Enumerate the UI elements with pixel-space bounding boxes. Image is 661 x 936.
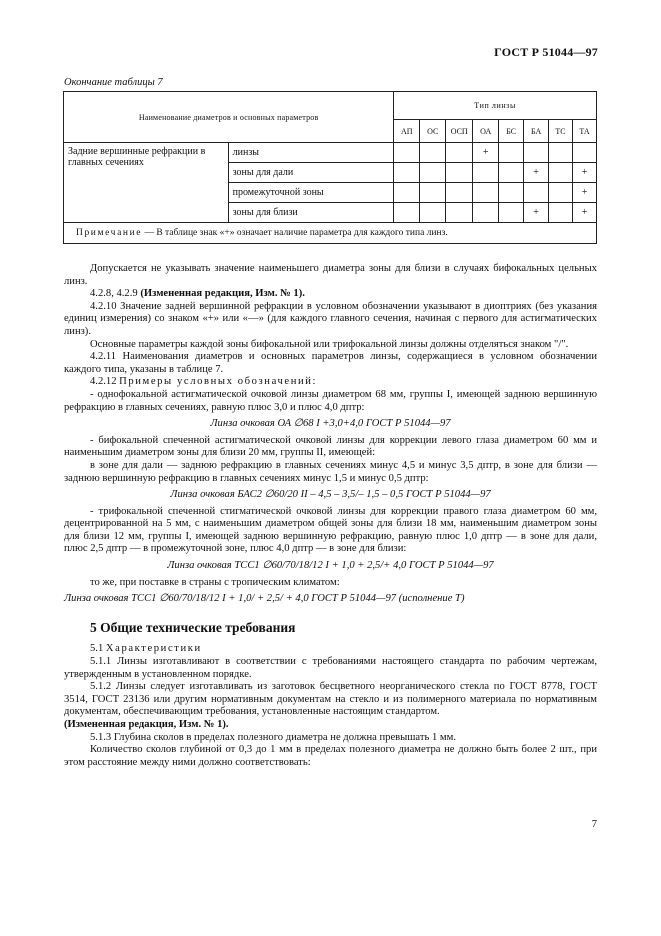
- table-cell: [573, 143, 597, 163]
- note-text: — В таблице знак «+» означает наличие параметра для каждого типа линз.: [142, 227, 448, 238]
- table-7: [63, 91, 597, 244]
- document-number: ГОСТ Р 51044—97: [494, 45, 598, 59]
- paragraph: - однофокальной астигматической очковой линзы диаметром 68 мм, группы I, имеющей заднюю вершинную рефракцию в главных сечениях, равную плюс 3,0 и плюс 4,0 дптр:: [64, 388, 597, 413]
- paragraph: то же, при поставке в страны с тропическим климатом:: [90, 576, 340, 588]
- clause-number: 5.1: [90, 643, 106, 655]
- column-header: ОА: [473, 120, 499, 143]
- table-cell: [473, 163, 499, 183]
- paragraph: - трифокальной спеченной стигматической очковой линзы для коррекции правого глаза диаметром 60 мм, децентрированной на 5 мм, с наименьшим диаметром общей зоны для близи 18 мм, наименьшим диаметром зоны для близи 12 мм, группы I, имеющей заднюю вершинную рефракцию, равную плюс 1,0 дптр — в зоне для дали, плюс 2,5 дптр — в промежуточной зоне, плюс 4,0 дптр — в зоне для близи:: [64, 505, 597, 555]
- amendment-note: (Измененная редакция, Изм. № 1).: [64, 719, 229, 730]
- table-cell: [394, 203, 420, 223]
- table-cell: [549, 203, 573, 223]
- paragraph: 5.1.2 Линзы следует изготавливать из заготовок бесцветного неорганического стекла по ГОСТ 8778, ГОСТ 3514, ГОСТ 23136 или другим нормативным документам на стекло и из полимерного материала по нормативным документам, обеспечивающим требования, установленные настоящим стандартом.: [64, 681, 597, 718]
- table-cell: [394, 163, 420, 183]
- table-cell: +: [573, 183, 597, 203]
- designation-example: Линза очковая БАС2 ∅60/20 II – 4,5 – 3,5/– 1,5 – 0,5 ГОСТ Р 51044—97: [170, 489, 491, 501]
- column-header: ОС: [420, 120, 446, 143]
- table-cell: [499, 203, 524, 223]
- table-cell: [446, 163, 473, 183]
- clause-number: 4.2.12: [90, 376, 120, 388]
- table-cell: [446, 183, 473, 203]
- paragraph: 4.2.11 Наименования диаметров и основных параметров линзы, содержащиеся в условном обозначении каждого типа, указаны в таблице 7.: [64, 351, 597, 375]
- paragraph: Количество сколов глубиной от 0,3 до 1 мм в пределах полезного диаметра не должно быть более 2 шт., при этом расстояние между ними должно соответствовать:: [64, 744, 597, 768]
- row-label: промежуточной зоны: [228, 183, 394, 203]
- paragraph: 5.1.3 Глубина сколов в пределах полезного диаметра не должна превышать 1 мм.: [90, 731, 456, 743]
- paragraph: [64, 643, 597, 656]
- table-cell: [524, 183, 549, 203]
- column-header: ОСП: [446, 120, 473, 143]
- row-label: зоны для дали: [228, 163, 394, 183]
- note-label: Примечание: [76, 227, 143, 238]
- table-row: [64, 143, 597, 163]
- paragraph: 5.1.1 Линзы изготавливают в соответствии с требованиями настоящего стандарта по рабочим чертежам, утвержденным в установленном порядке.: [64, 656, 597, 680]
- spaced-heading: Характеристики: [105, 643, 202, 655]
- row-label: линзы: [228, 143, 394, 163]
- table-cell: +: [573, 163, 597, 183]
- table-cell: [446, 143, 473, 163]
- table-caption: Окончание таблицы 7: [64, 77, 163, 88]
- table-cell: [549, 183, 573, 203]
- designation-example: Линза очковая ТСС1 ∅60/70/18/12 I + 1,0/ + 2,5/ + 4,0 ГОСТ Р 51044—97 (исполнение Т): [64, 593, 465, 605]
- table-cell: [446, 203, 473, 223]
- table-cell: [473, 183, 499, 203]
- table-cell: +: [573, 203, 597, 223]
- group-label: Задние вершинные рефракции в главных сечениях: [64, 143, 229, 223]
- table-cell: +: [524, 203, 549, 223]
- table-note: [64, 223, 597, 244]
- table-cell: [394, 143, 420, 163]
- paragraph: 4.2.10 Значение задней вершинной рефракции в условном обозначении указывают в диоптриях (без указания единиц измерения) со знаком «+» или «—» (для каждого главного сечения, начиная с первого для астигматических линз).: [64, 300, 597, 337]
- paragraph: в зоне для дали — заднюю рефракцию в главных сечениях минус 4,5 и минус 3,5 дптр, в зоне для близи — заднюю вершинную рефракцию в главных сечениях минус 1,5 и минус 0,5 дптр:: [64, 459, 597, 484]
- designation-example: Линза очковая ТСС1 ∅60/70/18/12 I + 1,0 + 2,5/+ 4,0 ГОСТ Р 51044—97: [167, 560, 494, 572]
- table-cell: [420, 163, 446, 183]
- table-cell: [549, 143, 573, 163]
- document-body: [64, 263, 597, 769]
- table-cell: +: [524, 163, 549, 183]
- table-cell: +: [473, 143, 499, 163]
- table-cell: [394, 183, 420, 203]
- section-heading: 5 Общие технические требования: [90, 619, 296, 635]
- paragraph: Основные параметры каждой зоны бифокальной или трифокальной линзы должны отделяться знаком "/".: [90, 338, 569, 350]
- designation-example: Линза очковая ОА ∅68 I +3,0+4,0 ГОСТ Р 51044—97: [210, 418, 451, 430]
- column-header: АП: [394, 120, 420, 143]
- page-number: 7: [591, 819, 597, 830]
- row-label: зоны для близи: [228, 203, 394, 223]
- table-cell: [524, 143, 549, 163]
- table-cell: [549, 163, 573, 183]
- table-cell: [420, 143, 446, 163]
- paragraph: [64, 288, 597, 301]
- paragraph: [64, 376, 597, 389]
- column-header: ТА: [573, 120, 597, 143]
- spaced-heading: Примеры условных обозначений:: [119, 376, 318, 388]
- column-header: ТС: [549, 120, 573, 143]
- paragraph: Допускается не указывать значение наименьшего диаметра зоны для близи в случаях бифокальных цельных линз.: [64, 263, 597, 287]
- param-header: Наименование диаметров и основных параметров: [64, 92, 394, 143]
- column-header: БА: [524, 120, 549, 143]
- table-cell: [473, 203, 499, 223]
- lens-type-header: Тип линзы: [394, 92, 597, 120]
- table-cell: [420, 203, 446, 223]
- table-cell: [499, 183, 524, 203]
- table-cell: [499, 143, 524, 163]
- clause-number: 4.2.8, 4.2.9: [90, 288, 141, 300]
- amendment-note: (Измененная редакция, Изм. № 1).: [140, 288, 305, 300]
- table-cell: [499, 163, 524, 183]
- paragraph: - бифокальной спеченной астигматической очковой линзы для коррекции левого глаза диаметром 60 мм и наименьшим диаметром зоны для близи 20 мм, группы II, имеющей:: [64, 434, 597, 459]
- column-header: БС: [499, 120, 524, 143]
- table-cell: [420, 183, 446, 203]
